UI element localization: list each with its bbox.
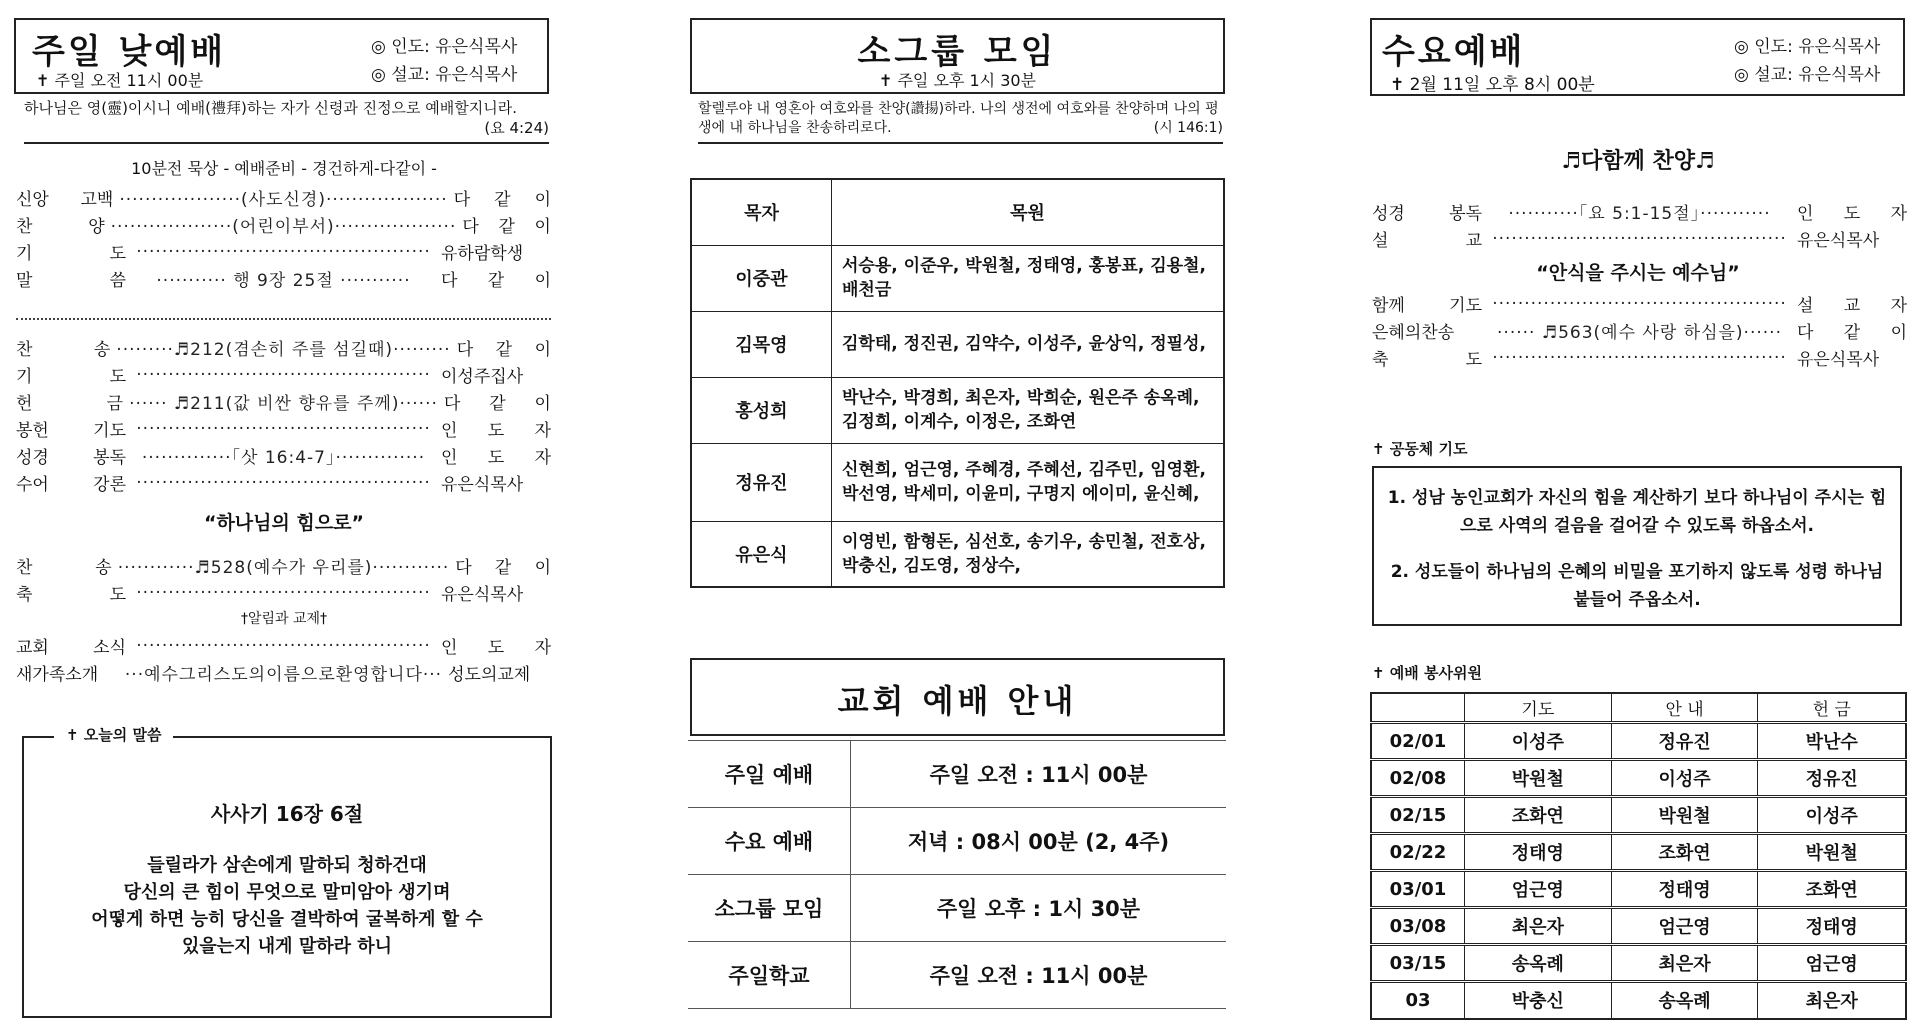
service-person: 최은자 [1611,945,1758,982]
table-row [691,311,1224,377]
today-word-line: 어떻게 하면 능히 당신을 결박하여 굴복하게 할 수 [91,909,483,930]
service-person: 조화연 [1465,797,1612,834]
order-list-3 [16,552,551,606]
verse-text: 할렐루야 내 영혼아 여호와를 찬양(讚揚)하라. 나의 생전에 여호와를 찬양하며 나의 평생에 내 하나님을 찬송하리로다. [698,101,1219,136]
order-detail: ·············································· [1492,347,1787,368]
leader: ◎ 인도: 유은식목사 [1734,37,1881,57]
order-row [16,552,551,579]
verse-ref: (시 146:1) [1153,120,1223,136]
service-person: 송옥례 [1465,945,1612,982]
service-time: ✝ 주일 오후 1시 30분 [878,71,1037,90]
service-person: 박원철 [1465,760,1612,797]
service-date: 02/08 [1371,760,1465,797]
service-row [1371,834,1906,871]
order-detail: ·········♬212(겸손히 주를 섬길때)········· [116,340,451,360]
order-row [1372,344,1907,371]
order-row [16,265,551,292]
service-person: 이성주 [1465,723,1612,760]
service-time: ✝ 주일 오전 11시 00분 [36,71,204,90]
wednesday-service-header [1370,18,1905,96]
today-word-ref: 사사기 16장 6절 [210,802,364,826]
service-person: 엄근영 [1758,945,1906,982]
order-row [1372,290,1907,317]
order-detail: ··········· 행 9장 25절 ··········· [156,271,411,291]
service-person: 엄근영 [1465,871,1612,908]
service-person: 이성주 [1758,797,1906,834]
service-person: 조화연 [1758,871,1906,908]
group-leader: 홍성희 [691,377,832,443]
order-label: 찬 양 [16,217,105,237]
order-row [16,579,551,606]
service-person: 정태영 [1611,871,1758,908]
order-detail: ·············································· [1492,293,1787,314]
order-detail: ·············································· [136,635,431,656]
order-person: 다 같 이 [456,340,551,360]
service-person: 박난수 [1758,723,1906,760]
preacher: ◎ 설교: 유은식목사 [371,65,518,85]
service-person: 최은자 [1465,908,1612,945]
order-label: 신앙 고백 [16,190,114,210]
service-row [1371,908,1906,945]
service-person: 박원철 [1758,834,1906,871]
order-row [16,238,551,265]
order-detail: ···예수그리스도의이름으로환영합니다··· [124,665,443,685]
order-detail: ······ ♬211(값 비싼 향유를 주께)······ [129,394,438,414]
service-person: 조화연 [1611,834,1758,871]
today-word-line: 있을는지 내게 말하라 하니 [181,936,393,957]
service-person: 정유진 [1611,723,1758,760]
small-group-header [690,18,1225,94]
page-title: 주일 낮예배 [32,32,227,72]
guide-service-time: 저녁 : 08시 00분 (2, 4주) [851,808,1227,875]
service-row [1371,982,1906,1019]
service-row [1371,760,1906,797]
order-label: 찬 송 [16,340,111,360]
service-person: 이성주 [1611,760,1758,797]
service-person: 정태영 [1465,834,1612,871]
order-row [16,442,551,469]
order-person: 인 도 자 [441,448,551,468]
guide-row [688,741,1226,808]
praise-heading: ♬다함께 찬양♬ [1561,149,1715,174]
service-person: 송옥례 [1611,982,1758,1019]
today-word-label: ✝ 오늘의 말씀 [54,724,173,745]
guide-service-name: 수요 예배 [688,808,851,875]
col-header-leader: 목자 [691,179,832,245]
order-label: 찬 송 [16,558,112,578]
order-detail: ······ ♬563(예수 사랑 하심을)······ [1497,323,1782,343]
sunday-service-header [14,18,549,94]
order-detail: ·············································· [136,418,431,439]
order-person: 성도의교제 [448,665,531,685]
service-person: 박원철 [1611,797,1758,834]
order-person: 다 같 이 [443,394,551,414]
worship-guide-title-box [690,658,1225,736]
service-table [1370,692,1907,1020]
group-leader: 유은식 [691,521,832,587]
order-row [1372,198,1907,225]
prayer-box [1372,466,1902,626]
order-person: 다 같 이 [1797,323,1907,343]
guide-service-time: 주일 오전 : 11시 00분 [851,942,1227,1009]
order-list-2 [16,334,551,496]
guide-service-time: 주일 오후 : 1시 30분 [851,875,1227,942]
today-word-line: 들릴라가 삼손에게 말하되 청하건대 [147,855,427,876]
service-date: 03 [1371,982,1465,1019]
service-date: 03/15 [1371,945,1465,982]
order-label: 함께 기도 [1372,296,1482,316]
service-row [1371,723,1906,760]
order-row [16,632,551,659]
service-person: 엄근영 [1611,908,1758,945]
sermon-title: “하나님의 힘으로” [203,512,365,534]
order-list-1 [16,184,551,292]
order-row [16,211,551,238]
order-label: 성경 봉독 [1372,204,1482,224]
order-label: 성경 봉독 [16,448,126,468]
service-row [1371,871,1906,908]
order-person: 유은식목사 [1797,350,1880,370]
guide-row [688,875,1226,942]
order-person: 유은식목사 [441,585,524,605]
guide-row [688,942,1226,1009]
service-label: ✝ 예배 봉사위원 [1372,664,1482,682]
order-row [16,184,551,211]
guide-service-name: 주일학교 [688,942,851,1009]
service-time: ✝ 2월 11일 오후 8시 00분 [1390,75,1595,95]
today-word-box [22,726,552,1018]
order-label: 새가족소개 [16,665,99,685]
guide-service-name: 소그룹 모임 [688,875,851,942]
order-person: 유은식목사 [1797,231,1880,251]
worship-guide-table [688,740,1226,1009]
order-label: 말 씀 [16,271,126,291]
page-title: 소그룹 모임 [857,32,1058,72]
order-detail: ··············「삿 16:4-7」·············· [141,448,426,468]
service-date: 02/01 [1371,723,1465,760]
order-label: 기 도 [16,367,126,387]
order-label: 축 도 [16,585,126,605]
service-col-usher: 안 내 [1611,693,1758,723]
order-label: 봉헌 기도 [16,421,126,441]
order-person: 인 도 자 [1797,204,1907,224]
order-label: 기 도 [16,244,126,264]
service-date: 02/15 [1371,797,1465,834]
verse [24,98,549,144]
guide-row [688,808,1226,875]
service-date: 03/08 [1371,908,1465,945]
service-person: 박충신 [1465,982,1612,1019]
order-row [16,415,551,442]
order-row [16,334,551,361]
verse-ref: (요 4:24) [484,119,549,137]
preacher: ◎ 설교: 유은식목사 [1734,65,1881,85]
order-label: 축 도 [1372,350,1482,370]
table-row [691,245,1224,311]
verse [698,100,1223,144]
today-word-text [24,852,550,960]
order-detail: ···················(어린이부서)··················· [110,217,457,237]
prayer-item: 1. 성남 농인교회가 자신의 힘을 계산하기 보다 하나님이 주시는 힘으로 사역의 걸음을 걸어갈 수 있도록 하옵소서. [1387,488,1887,536]
group-members: 이영빈, 함형돈, 심선호, 송기우, 송민철, 전호상, 박충신, 김도영, 정상수, [832,521,1225,587]
order-person: 이성주집사 [441,367,524,387]
order-label: 교회 소식 [16,638,126,658]
order-label: 헌 금 [16,394,124,414]
prayer-label: ✝ 공동체 기도 [1372,440,1468,458]
service-col-prayer: 기도 [1465,693,1612,723]
wed-order-list-1 [1372,198,1907,252]
leader: ◎ 인도: 유은식목사 [371,37,518,57]
group-members: 신현희, 엄근영, 주혜경, 주혜선, 김주민, 임영환, 박선영, 박세미, 이윤미, 구명지 에이미, 윤신혜, [832,443,1225,521]
service-person: 정유진 [1758,760,1906,797]
order-person: 다 같 이 [453,190,551,210]
order-detail: ···········「요 5:1-15절」··········· [1508,204,1771,224]
today-word-line: 당신의 큰 힘이 무엇으로 말미암아 생기며 [123,882,451,903]
service-person: 최은자 [1758,982,1906,1019]
table-row [691,521,1224,587]
announce-heading: †알림과 교제† [240,611,328,627]
service-col-offering: 헌 금 [1758,693,1906,723]
order-detail: ·············································· [136,364,431,385]
group-leader: 이중관 [691,245,832,311]
order-label: 은혜의찬송 [1372,323,1455,343]
order-label: 수어 강론 [16,475,126,495]
prayer-item: 2. 성도들이 하나님의 은혜의 비밀을 포기하지 않도록 성령 하나님 붙들어 주옵소서. [1390,562,1884,610]
group-leader: 김목영 [691,311,832,377]
order-label: 설 교 [1372,231,1482,251]
guide-service-name: 주일 예배 [688,741,851,808]
order-list-4 [16,632,551,686]
worship-guide-title: 교회 예배 안내 [837,682,1078,720]
order-row [16,659,551,686]
order-row [1372,317,1907,344]
group-members: 서승용, 이준우, 박원철, 정태영, 홍봉표, 김용철, 배천금 [832,245,1225,311]
group-members: 김학태, 정진권, 김약수, 이성주, 윤상익, 정필성, [832,311,1225,377]
order-row [1372,225,1907,252]
order-detail: ·············································· [136,582,431,603]
wed-order-list-2 [1372,290,1907,371]
guide-service-time: 주일 오전 : 11시 00분 [851,741,1227,808]
order-row [16,469,551,496]
order-person: 다 같 이 [455,558,551,578]
group-leader: 정유진 [691,443,832,521]
service-date: 02/22 [1371,834,1465,871]
order-person: 다 같 이 [462,217,551,237]
order-detail: ············♬528(예수가 우리를)············ [117,558,450,578]
col-header-members: 목원 [832,179,1225,245]
group-members: 박난수, 박경희, 최은자, 박희순, 원은주 송옥례, 김정희, 이계수, 이정은, 조화연 [832,377,1225,443]
order-detail: ···················(사도신경)··················· [119,190,448,210]
service-row [1371,797,1906,834]
order-row [16,361,551,388]
page-title: 수요예배 [1382,32,1526,72]
table-row [691,443,1224,521]
sermon-title: “안식을 주시는 예수님” [1536,262,1740,284]
order-detail: ·············································· [1492,228,1787,249]
order-person: 유하람학생 [441,244,524,264]
order-detail: ·············································· [136,241,431,262]
prep-note: 10분전 묵상 - 예배준비 - 경건하게-다같이 - [131,159,437,178]
divider [16,318,551,320]
order-detail: ·············································· [136,472,431,493]
order-person: 다 같 이 [441,271,551,291]
verse-text: 하나님은 영(靈)이시니 예배(禮拜)하는 자가 신령과 진정으로 예배할지니라. [24,99,518,117]
service-date: 03/01 [1371,871,1465,908]
service-person: 정태영 [1758,908,1906,945]
order-person: 인 도 자 [441,638,551,658]
order-person: 유은식목사 [441,475,524,495]
order-row [16,388,551,415]
service-col-date [1371,693,1465,723]
table-row [691,377,1224,443]
service-row [1371,945,1906,982]
order-person: 설 교 자 [1797,296,1907,316]
small-group-table [690,178,1225,588]
order-person: 인 도 자 [441,421,551,441]
